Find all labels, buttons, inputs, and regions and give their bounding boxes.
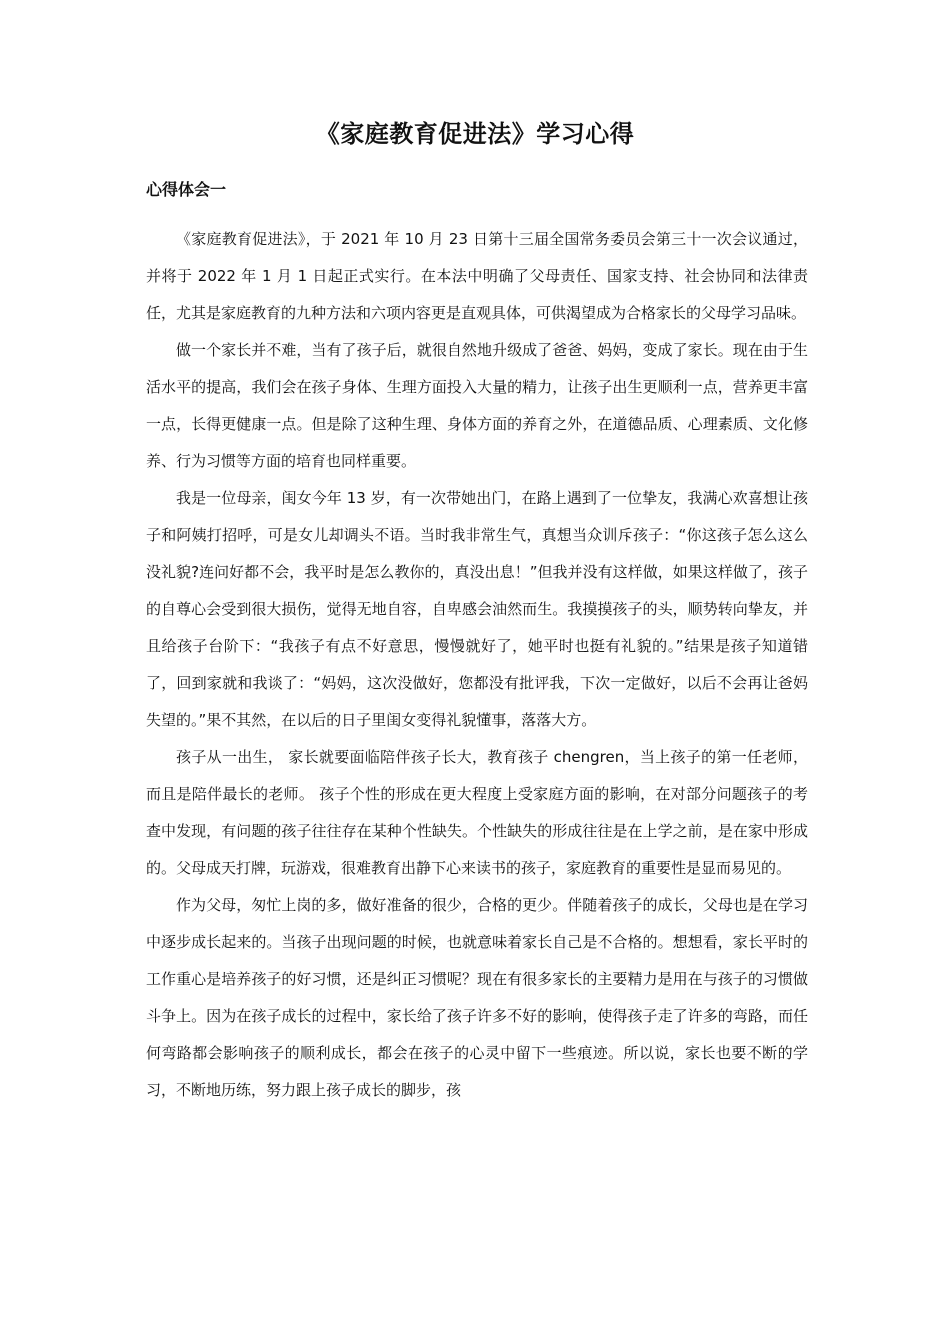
- document-body: [146, 221, 808, 1109]
- paragraph-5: 作为父母，匆忙上岗的多，做好准备的很少，合格的更少。伴随着孩子的成长，父母也是在学习中逐步成长起来的。当孩子出现问题的时候，也就意味着家长自己是不合格的。想想看，家长平时的工作重心是培养孩子的好习惯，还是纠正习惯呢？现在有很多家长的主要精力是用在与孩子的习惯做斗争上。因为在孩子成长的过程中，家长给了孩子许多不好的影响，使得孩子走了许多的弯路，而任何弯路都会影响孩子的顺利成长，都会在孩子的心灵中留下一些痕迹。所以说，家长也要不断的学习，不断地历练，努力跟上孩子成长的脚步，孩: [146, 896, 808, 1099]
- paragraph-3: 我是一位母亲，闺女今年 13 岁，有一次带她出门，在路上遇到了一位挚友，我满心欢喜想让孩子和阿姨打招呼，可是女儿却调头不语。当时我非常生气，真想当众训斥孩子：“你这孩子怎么这么没礼貌?连问好都不会，我平时是怎么教你的，真没出息！”但我并没有这样做，如果这样做了，孩子的自尊心会受到很大损伤，觉得无地自容，自卑感会油然而生。我摸摸孩子的头，顺势转向挚友，并且给孩子台阶下：“我孩子有点不好意思，慢慢就好了，她平时也挺有礼貌的。”结果是孩子知道错了，回到家就和我谈了：“妈妈，这次没做好，您都没有批评我，下次一定做好，以后不会再让爸妈失望的。”果不其然，在以后的日子里闺女变得礼貌懂事，落落大方。: [146, 489, 808, 729]
- paragraph-1: 《家庭教育促进法》，于 2021 年 10 月 23 日第十三届全国常务委员会第三十一次会议通过，并将于 2022 年 1 月 1 日起正式实行。在本法中明确了父母责任、国家支持、社会协同和法律责任，尤其是家庭教育的九种方法和六项内容更是直观具体，可供渴望成为合格家长的父母学习品味。: [146, 230, 808, 322]
- section-heading: 心得体会一: [146, 180, 227, 199]
- paragraph-2: 做一个家长并不难，当有了孩子后，就很自然地升级成了爸爸、妈妈，变成了家长。现在由于生活水平的提高，我们会在孩子身体、生理方面投入大量的精力，让孩子出生更顺利一点，营养更丰富一点，长得更健康一点。但是除了这种生理、身体方面的养育之外，在道德品质、心理素质、文化修养、行为习惯等方面的培育也同样重要。: [146, 341, 808, 470]
- document-title: 《家庭教育促进法》学习心得: [315, 120, 635, 148]
- paragraph-4: 孩子从一出生， 家长就要面临陪伴孩子长大，教育孩子 chengren，当上孩子的第一任老师，而且是陪伴最长的老师。 孩子个性的形成在更大程度上受家庭方面的影响，在对部分问题孩子的考查中发现，有问题的孩子往往存在某种个性缺失。个性缺失的形成往往是在上学之前，是在家中形成的。父母成天打牌，玩游戏，很难教育出静下心来读书的孩子，家庭教育的重要性是显而易见的。: [146, 748, 808, 877]
